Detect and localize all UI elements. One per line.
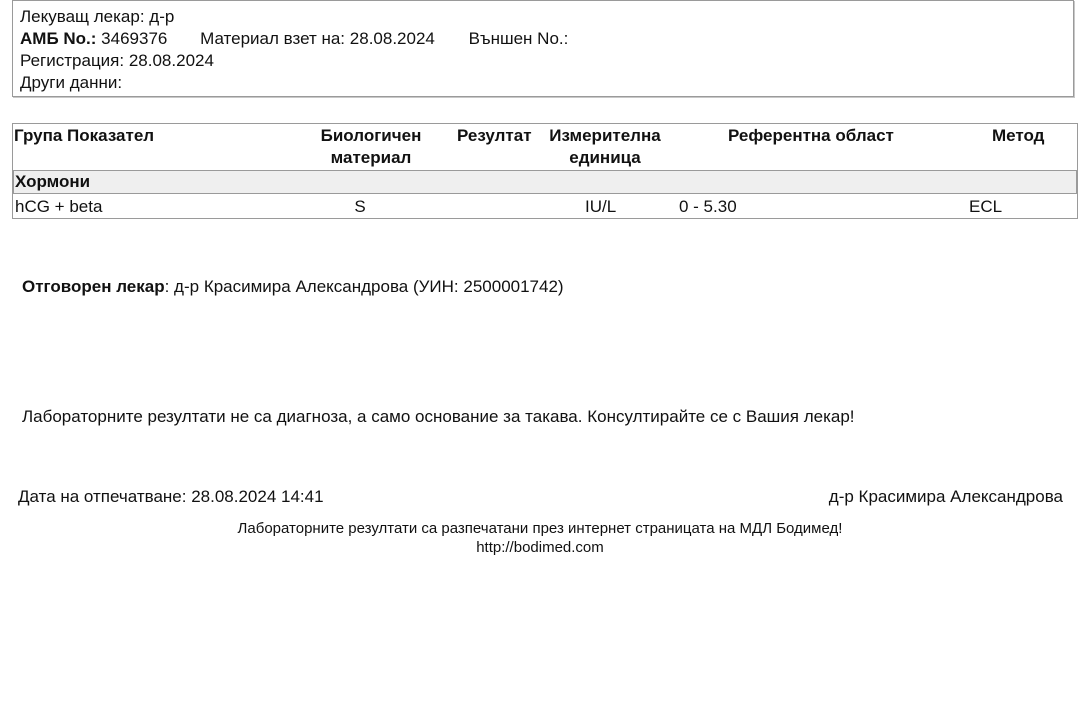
cell-indicator-name: hCG + beta	[15, 197, 103, 216]
header-group-indicator: Група Показател	[14, 126, 155, 145]
external-no-label: Външен No.:	[468, 29, 569, 48]
material-taken-label: Материал взет на:	[200, 29, 346, 48]
header-unit-line1: Измерителна	[549, 126, 661, 145]
header-bio-material-line2: материал	[330, 148, 412, 167]
responsible-doctor-label: Отговорен лекар	[22, 277, 165, 296]
footer-note: Лабораторните резултати са разпечатани през интернет страницата на МДЛ Бодимед!	[237, 520, 843, 537]
treating-doctor-row	[20, 6, 1073, 28]
signer-name: д-р Красимира Александрова	[828, 487, 1063, 506]
header-result: Резултат	[457, 126, 532, 145]
amb-label: АМБ No.:	[20, 29, 97, 48]
registration-value: 28.08.2024	[128, 51, 214, 70]
treating-doctor-label: Лекуващ лекар:	[20, 7, 145, 26]
cell-bio-material: S	[354, 197, 366, 216]
responsible-doctor-value: : д-р Красимира Александрова (УИН: 2500001742)	[164, 277, 564, 296]
amb-row	[20, 28, 1073, 50]
patient-info-box	[12, 0, 1074, 97]
disclaimer-text: Лабораторните резултати не са диагноза, а само основание за такава. Консултирайте се с Вашия лекар!	[22, 407, 855, 426]
registration-label: Регистрация:	[20, 51, 125, 70]
results-table-header	[13, 124, 1077, 171]
group-row-hormones: Хормони	[13, 170, 1077, 194]
amb-value: 3469376	[101, 29, 168, 48]
material-taken-value: 28.08.2024	[349, 29, 435, 48]
header-unit-line2: единица	[569, 148, 641, 167]
print-date: Дата на отпечатване: 28.08.2024 14:41	[18, 487, 324, 506]
cell-reference-range: 0 - 5.30	[679, 197, 737, 216]
header-unit	[545, 125, 665, 169]
registration-row	[20, 50, 1073, 72]
header-bio-material	[313, 125, 429, 169]
header-bio-material-line1: Биологичен	[320, 126, 422, 145]
header-method: Метод	[992, 126, 1045, 145]
header-reference-range: Референтна област	[728, 126, 894, 145]
results-table	[12, 123, 1078, 219]
cell-method: ECL	[969, 197, 1003, 216]
cell-unit: IU/L	[585, 197, 617, 216]
footer-url: http://bodimed.com	[476, 539, 604, 556]
table-row	[13, 195, 1077, 219]
other-data-row	[20, 72, 1073, 94]
treating-doctor-value: д-р	[149, 7, 175, 26]
responsible-doctor	[22, 277, 564, 297]
footer	[0, 519, 1080, 557]
other-data-label: Други данни:	[20, 73, 123, 92]
